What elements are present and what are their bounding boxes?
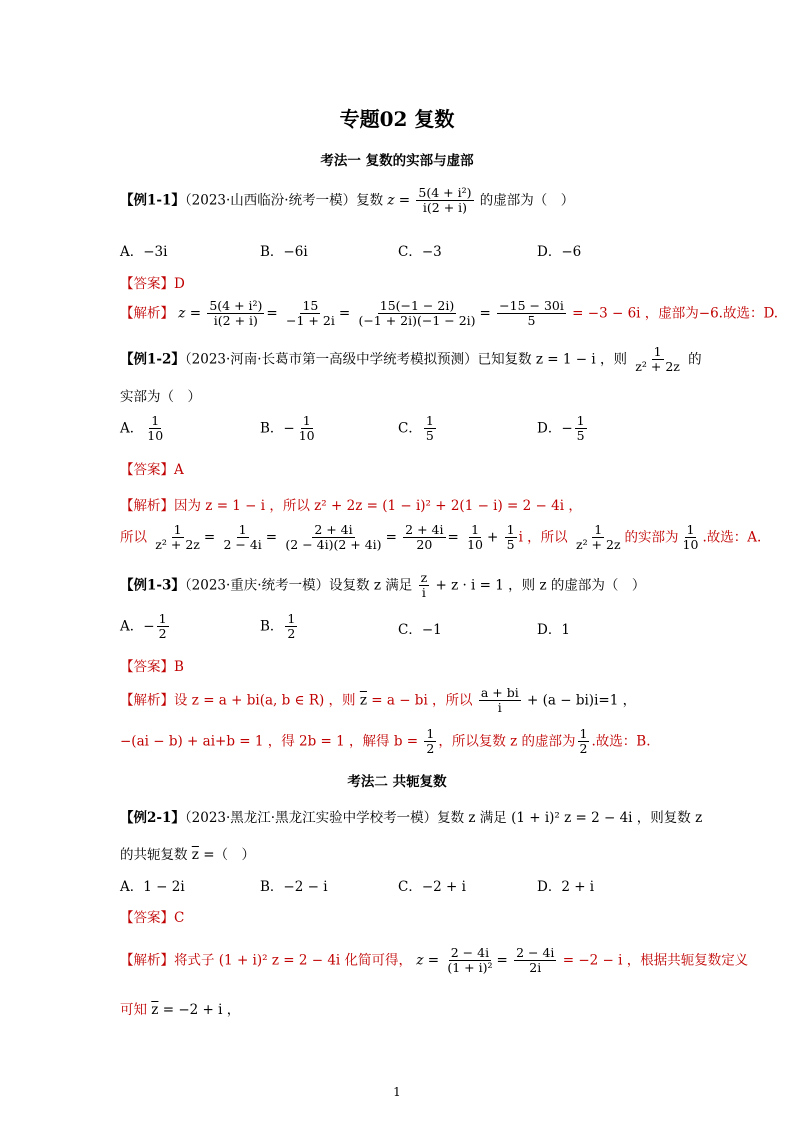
fraction: $\frac{2 + 4i}{(2 - 4i)(2 + 4i)}$ <box>285 522 382 553</box>
question-text: 的共轭复数 <box>120 847 188 863</box>
option-a: A． $\frac{1}{10}$ <box>120 413 164 444</box>
option-c: C．−3 <box>398 244 442 260</box>
analysis-text: 所以 <box>120 529 147 546</box>
example-label: 【例1-2】 <box>120 351 185 368</box>
fraction: $\frac{1}{2}$ <box>579 726 588 757</box>
example-2-1-question-line2 <box>120 843 255 863</box>
option-d: D．− $\frac{1}{5}$ <box>537 413 585 444</box>
question-tail: + z · i = 1 ，则 z 的虚部为（ ） <box>435 577 646 594</box>
option-d: D．1 <box>537 622 570 638</box>
option-b: B．− $\frac{1}{10}$ <box>260 413 315 444</box>
answer-value: D <box>174 276 185 292</box>
analysis-label: 【解析】 <box>120 498 174 514</box>
analysis-1-3-line2 <box>120 727 651 757</box>
fraction: $\frac{1}{\text{z² + 2z}}$ <box>635 344 680 375</box>
page-title: 专题02 复数 <box>339 107 455 131</box>
answer-value: B <box>174 659 184 675</box>
question-tail-line: 实部为（ ） <box>120 389 201 405</box>
question-text: =（ ） <box>203 847 256 863</box>
analysis-text: i ，所以 <box>518 529 568 546</box>
math-expr: z = <box>387 192 411 209</box>
math-expr: z = <box>178 305 202 322</box>
math-expr: z = 1 − i ，则 <box>535 351 627 368</box>
option-c: C． $\frac{1}{5}$ <box>398 413 434 444</box>
example-1-1-question <box>120 186 574 216</box>
question-source: （2023·黑龙江·黑龙江实验中学校考一模）复数 z 满足 (1 + i)² z = 2 − 4i ，则复数 z <box>184 810 703 826</box>
question-tail: 的虚部为（ ） <box>479 192 575 209</box>
option-d: D．−6 <box>537 244 582 260</box>
answer-2-1 <box>120 906 184 926</box>
fraction: $\frac{15}{-1 + 2i}$ <box>286 298 335 329</box>
fraction: $\frac{1}{2}$ <box>426 726 435 757</box>
section-heading-1: 考法一 复数的实部与虚部 <box>320 153 474 169</box>
option-a: A．−3i <box>120 244 168 260</box>
option-c: C．−2 + i <box>398 879 466 895</box>
question-source: （2023·重庆·统考一模）设复数 z 满足 <box>184 577 413 594</box>
answer-label: 【答案】 <box>120 462 174 478</box>
analysis-text: .故选：A. <box>702 529 762 546</box>
analysis-text: = a − bi ，所以 <box>371 692 473 709</box>
fraction: $\frac{z}{i}$ <box>420 570 428 601</box>
fraction: $\frac{2 - 4i}{2i}$ <box>516 945 555 976</box>
analysis-text: ，所以复数 z 的虚部为 <box>438 733 576 750</box>
analysis-label: 【解析】 <box>120 692 174 709</box>
option-b: B． $\frac{1}{2}$ <box>260 611 296 642</box>
analysis-label: 【解析】 <box>120 305 174 322</box>
analysis-text: 将式子 (1 + i)² z = 2 − 4i 化简可得， <box>174 952 413 969</box>
example-1-2-question <box>120 345 702 375</box>
option-a: A．1 − 2i <box>120 879 185 895</box>
answer-label: 【答案】 <box>120 276 174 292</box>
page-number: 1 <box>393 1085 401 1099</box>
question-source: （2023·河南·长葛市第一高级中学统考模拟预测）已知复数 <box>184 351 532 368</box>
section-heading-2: 考法二 共轭复数 <box>347 774 447 790</box>
example-label: 【例2-1】 <box>120 810 185 826</box>
option-b: B．−6i <box>260 244 308 260</box>
analysis-text: 设 z = a + bi(a, b ∈ R) ，则 <box>174 692 356 709</box>
analysis-tail: = −3 − 6i ，虚部为−6.故选：D. <box>572 305 779 322</box>
analysis-text: = −2 − i ，根据共轭复数定义 <box>562 952 749 969</box>
question-source: （2023·山西临汾·统考一模）复数 <box>184 192 384 209</box>
analysis-1-1: 【解析】 z = $\frac{\text{5(4 + i²)}}{i(2 + i)}$ = $\frac{15}{-1 + 2i}$ = $\frac{15(-1 - 2i)}{(-1 + 2i)(-1 - 2i)}$ = $\frac{-15 - 30i}{5}$ = −3 − 6i ，虚部为−6.故选：D. <box>120 298 779 329</box>
example-label: 【例1-1】 <box>120 192 185 209</box>
question-tail: 的 <box>688 351 702 368</box>
answer-value: C <box>174 910 185 926</box>
fraction: $\frac{2 + 4i}{20}$ <box>405 522 444 553</box>
option-b: B．−2 − i <box>260 879 328 895</box>
analysis-text: 可知 <box>120 1002 147 1018</box>
fraction: $\frac{15(-1 - 2i)}{(-1 + 2i)(-1 - 2i)}$ <box>358 298 476 329</box>
answer-label: 【答案】 <box>120 659 174 675</box>
analysis-label: 【解析】 <box>120 952 174 969</box>
fraction: $\frac{1}{10}$ <box>682 522 699 553</box>
answer-1-1 <box>120 272 185 292</box>
answer-label: 【答案】 <box>120 910 174 926</box>
analysis-text: 的实部为 <box>624 529 679 546</box>
analysis-text: 因为 z = 1 − i ，所以 z² + 2z = (1 − i)² + 2(1 − i) = 2 − 4i ， <box>174 498 582 514</box>
example-label: 【例1-3】 <box>120 577 185 594</box>
analysis-text: + (a − bi)i=1 ， <box>527 692 637 709</box>
analysis-1-3-line1 <box>120 686 636 716</box>
fraction: $\frac{1}{2 - 4i}$ <box>223 522 262 553</box>
option-c: C．−1 <box>398 622 442 638</box>
fraction: $\frac{\text{5(4 + i²)}}{i(2 + i)}$ <box>418 185 472 216</box>
option-d: D．2 + i <box>537 879 595 895</box>
analysis-2-1-line2 <box>120 998 240 1018</box>
analysis-text: −(ai − b) + ai+b = 1 ，得 2b = 1 ，解得 b = <box>120 733 419 750</box>
answer-1-3 <box>120 655 184 675</box>
fraction: $\frac{\text{5(4 + i²)}}{i(2 + i)}$ <box>209 298 263 329</box>
option-a: A．− $\frac{1}{2}$ <box>120 611 167 642</box>
answer-1-2 <box>120 458 184 478</box>
conjugate-z: $\overline{z}$ <box>151 1002 159 1018</box>
analysis-1-2-line2: 所以 $\frac{1}{\text{z² + 2z}}$ = $\frac{1}{2 - 4i}$ = $\frac{2 + 4i}{(2 - 4i)(2 + 4i)}$ = $\frac{2 + 4i}{20}$ = $\frac{1}{10}$ + $\frac{1}{5}$ i ，所以 $\frac{1}{\text{z² + 2z}}$ 的实部为 $\frac{1}{10}$ .故选：A. <box>120 522 762 553</box>
conjugate-z: $\overline{z}$ <box>359 692 367 709</box>
fraction: $\frac{1}{\text{z² + 2z}}$ <box>575 522 621 553</box>
analysis-text: .故选：B. <box>591 733 651 750</box>
example-2-1-question <box>120 806 702 826</box>
answer-value: A <box>174 462 184 478</box>
example-1-3-question <box>120 571 645 601</box>
conjugate-z: $\overline{z}$ <box>191 847 199 863</box>
fraction: $\frac{a + bi}{i}$ <box>480 685 519 716</box>
fraction: $\frac{1}{10}$ <box>467 522 484 553</box>
fraction: $\frac{2 - 4i}{\text{(1 + i)²}}$ <box>447 945 493 976</box>
math-expr: z = <box>416 952 440 969</box>
fraction: $\frac{1}{5}$ <box>506 522 515 553</box>
analysis-2-1-line1: 【解析】将式子 (1 + i)² z = 2 − 4i 化简可得， z = $\frac{2 - 4i}{\text{(1 + i)²}}$ = $\frac{2 - 4i}{2i}$ = −2 − i ，根据共轭复数定义 <box>120 945 749 976</box>
analysis-1-2-line1 <box>120 494 582 514</box>
analysis-text: = −2 + i ， <box>162 1002 241 1018</box>
fraction: $\frac{-15 - 30i}{5}$ <box>499 298 564 329</box>
fraction: $\frac{1}{\text{z² + 2z}}$ <box>155 522 200 553</box>
